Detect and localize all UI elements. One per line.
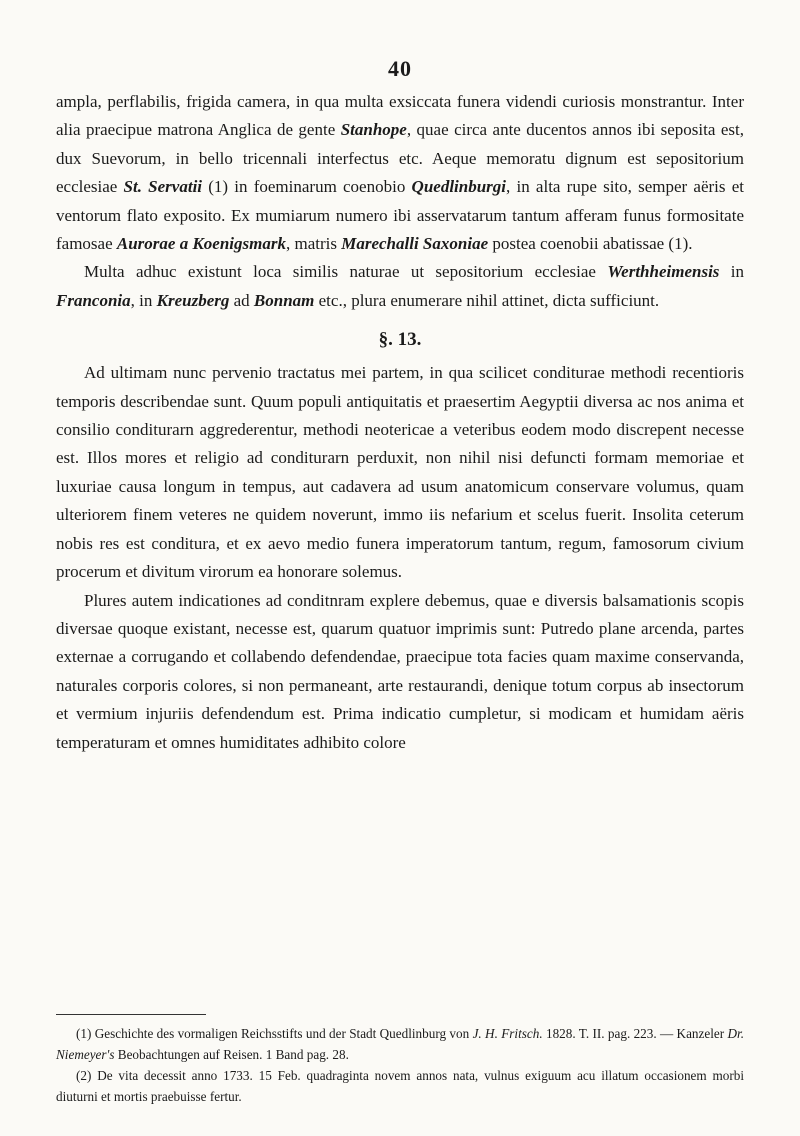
text-run: , matris [285, 234, 342, 254]
footnote-divider [56, 1014, 206, 1015]
emphasis-bonnam: Bonnam [253, 290, 315, 310]
emphasis-st-servatii: St. Servatii [123, 177, 203, 197]
page-number: 40 [388, 56, 412, 81]
emphasis-franconia: Franconia [56, 290, 131, 310]
text-run: (1) in foeminarum coenobio [202, 177, 412, 197]
text-run: , in [130, 290, 157, 310]
paragraph-2 [56, 258, 744, 315]
text-run: , quae circa ante ducentos annos ibi seposita est, dux Suevorum, in bello tricennali interfectus etc. Aeque memoratu dignum est sepositorium ecclesiae [56, 120, 744, 197]
emphasis-quedlinburgi: Quedlinburgi [411, 177, 507, 197]
paragraph-3: Ad ultimam nunc pervenio tractatus mei partem, in qua scilicet conditurae methodi recentioris temporis describendae sunt. Quum populi antiquitatis et praesertim Aegyptii diversa ac nos anima et consilio conditurarn aggrederentur, methodi neotericae a veteribus eodem modo discrepent necesse est. Illos mores et religio ad conditurarn perduxit, non nihil nisi defuncti formam memoriae et luxuriae causa longum in tempus, aut cadavera ad usum anatomicum conservare volumus, quam ulteriorem finem veteres ne quidem noverunt, immo iis nefarium et scelus fuerit. Insolita ceterum nobis res est conditura, et ex aevo medio funera imperatorum tantum, regum, famosorum civium procerum et divitum virorum ea honorare solemus. [56, 363, 744, 582]
emphasis-niemeyer: Dr. Niemeyer's [56, 1026, 744, 1062]
text-run: etc., plura enumerare nihil attinet, dicta sufficiunt. [314, 290, 660, 310]
text-run: Multa adhuc existunt loca similis naturae ut sepositorium ecclesiae [84, 262, 608, 282]
footnotes [56, 1023, 744, 1107]
footnote-1 [56, 1023, 744, 1065]
emphasis-kreuzberg: Kreuzberg [156, 290, 230, 310]
text-run: Beobachtungen auf Reisen. 1 Band pag. 28. [114, 1047, 349, 1062]
text-run: , in alta rupe sito, semper aëris et ventorum flato exposito. Ex mumiarum numero ibi asservatarum tantum afferam funus formositate famosae [56, 177, 744, 254]
paragraph-1 [56, 88, 744, 258]
text-run: 1828. T. II. pag. 223. — Kanzeler [542, 1026, 728, 1041]
text-run: ampla, perflabilis, frigida camera, in qua multa exsiccata funera videndi curiosis monstrantur. Inter alia praecipue matrona Anglica de gente [56, 92, 744, 140]
text-run: in [719, 262, 744, 282]
text-run: (1) Geschichte des vormaligen Reichsstifts und der Stadt Quedlinburg von [76, 1026, 473, 1041]
emphasis-stanhope: Stanhope [340, 120, 407, 140]
emphasis-aurora-koenigsmark: Aurorae a Koenigsmark [116, 234, 286, 254]
text-run: ad [229, 290, 254, 310]
footnote-2: (2) De vita decessit anno 1733. 15 Feb. quadraginta novem annos nata, vulnus exiguum acu illatum occasionem morbi diuturni et mortis praebuisse fertur. [56, 1068, 744, 1104]
section-heading: §. 13. [378, 329, 422, 351]
paragraph-4: Plures autem indicationes ad conditnram explere debemus, quae e diversis balsamationis scopis diversae quoque existant, necesse est, quarum quatuor imprimis sunt: Putredo plane arcenda, partes externae a corrugando et collabendo defendendae, praecipue tota facies quam maxime conservanda, naturales corporis colores, si non permaneant, arte restaurandi, denique totum corpus ab insectorum et vermium injuriis defendendum est. Prima indicatio cumpletur, si modicam et humidam aëris temperaturam et omnes humiditates adhibito colore [56, 590, 744, 752]
emphasis-werthheimensis: Werthheimensis [607, 262, 720, 282]
emphasis-author: J. H. Fritsch. [472, 1026, 543, 1041]
text-run: postea coenobii abatissae (1). [488, 234, 693, 254]
emphasis-marechalli-saxoniae: Marechalli Saxoniae [341, 234, 489, 254]
main-text [56, 88, 744, 757]
